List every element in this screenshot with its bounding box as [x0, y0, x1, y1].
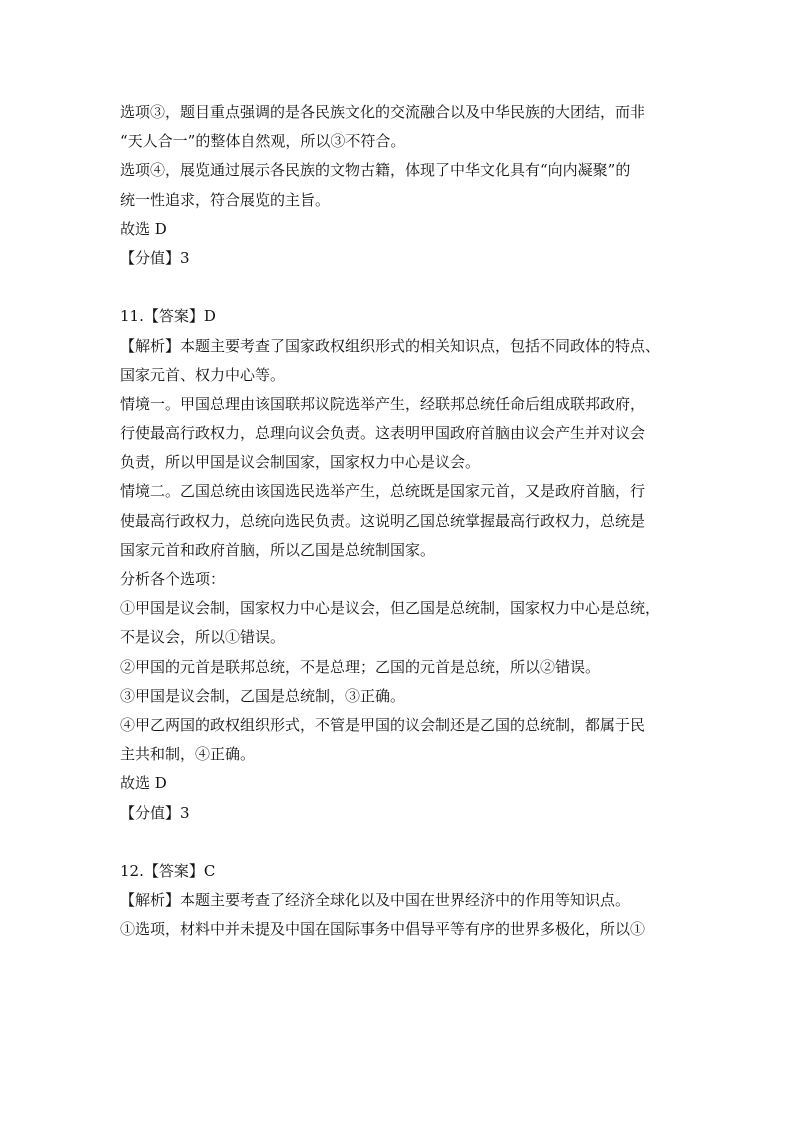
- text-line: ②甲国的元首是联邦总统，不是总理；乙国的元首是总统，所以②错误。: [120, 657, 601, 676]
- text-line: 【解析】本题主要考查了经济全球化以及中国在世界经济中的作用等知识点。: [120, 891, 631, 910]
- text-line: 负责，所以甲国是议会制国家，国家权力中心是议会。: [120, 453, 481, 472]
- question-12-header: 12.【答案】C: [120, 861, 216, 880]
- score-line: 【分值】3: [120, 248, 190, 267]
- text-line: 选项④，展览通过展示各民族的文物古籍，体现了中华文化具有“向内凝聚”的: [120, 161, 631, 180]
- text-line: 国家元首、权力中心等。: [120, 365, 286, 384]
- text-line: 选项③，题目重点强调的是各民族文化的交流融合以及中华民族的大团结，而非: [120, 103, 646, 121]
- text-line: 主共和制，④正确。: [120, 745, 256, 764]
- text-line: 使最高行政权力，总统向选民负责。这说明乙国总统掌握最高行政权力，总统是: [120, 511, 646, 530]
- answer-line: 故选 D: [120, 774, 167, 793]
- text-line: ③甲国是议会制，乙国是总统制，③正确。: [120, 686, 406, 705]
- text-line: 情境一。甲国总理由该国联邦议院选举产生，经联邦总统任命后组成联邦政府，: [120, 394, 646, 413]
- text-line: “天人合一”的整体自然观，所以③不符合。: [120, 132, 406, 151]
- text-line: 不是议会，所以①错误。: [120, 628, 286, 647]
- document-body: [120, 98, 680, 944]
- text-line: 分析各个选项：: [120, 570, 226, 588]
- text-line: 统一性追求，符合展览的主旨。: [120, 190, 331, 209]
- text-line: 情境二。乙国总统由该国选民选举产生，总统既是国家元首，又是政府首脑，行: [120, 482, 646, 501]
- text-line: 行使最高行政权力，总理向议会负责。这表明甲国政府首脑由议会产生并对议会: [120, 424, 646, 443]
- text-line: ①甲国是议会制，国家权力中心是议会，但乙国是总统制，国家权力中心是总统，: [120, 599, 661, 618]
- spacer: [120, 828, 680, 857]
- score-line: 【分值】3: [120, 803, 190, 822]
- text-line: ①选项，材料中并未提及中国在国际事务中倡导平等有序的世界多极化，所以①: [120, 920, 646, 939]
- text-line: 【解析】本题主要考查了国家政权组织形式的相关知识点，包括不同政体的特点、: [120, 336, 661, 355]
- text-line: ④甲乙两国的政权组织形式，不管是甲国的议会制还是乙国的总统制，都属于民: [120, 715, 646, 734]
- answer-line: 故选 D: [120, 219, 167, 238]
- question-11-header: 11.【答案】D: [120, 307, 216, 326]
- text-line: 国家元首和政府首脑，所以乙国是总统制国家。: [120, 540, 436, 559]
- spacer: [120, 273, 680, 302]
